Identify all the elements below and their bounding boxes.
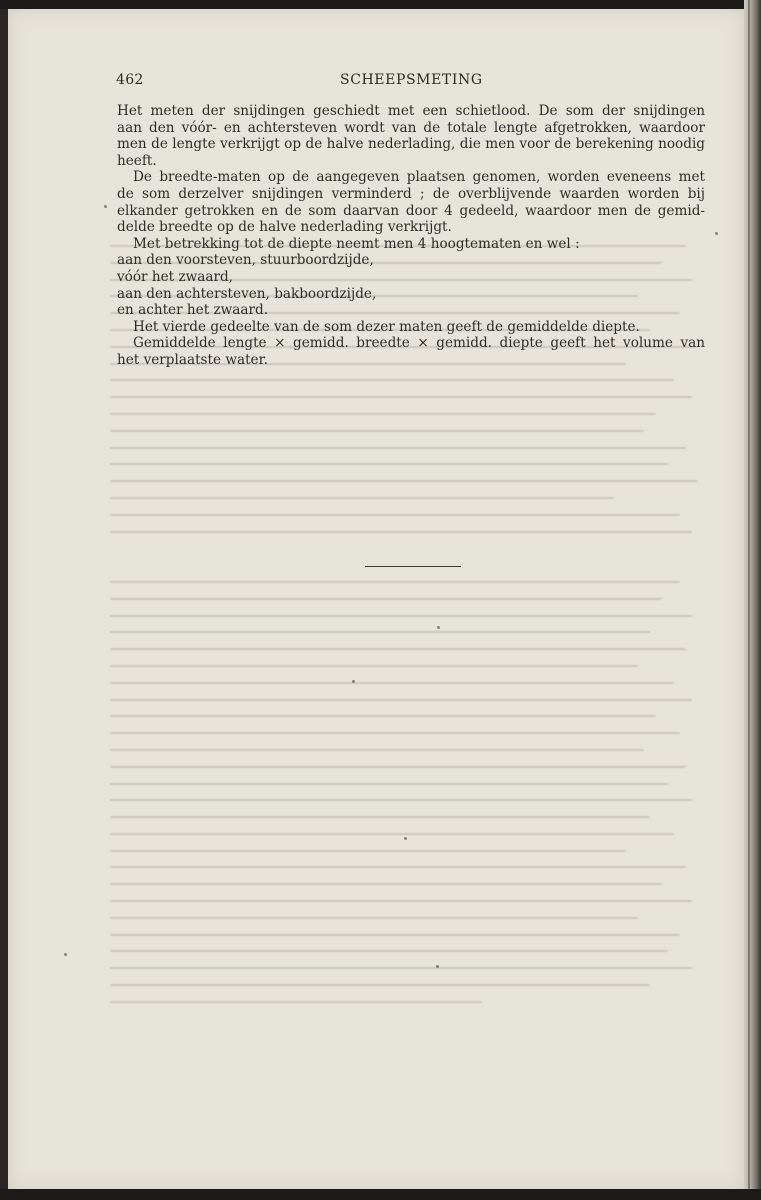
running-title: SCHEEPSMETING bbox=[340, 72, 483, 88]
paper-speck bbox=[437, 626, 440, 629]
text-line: Het vierde gedeelte van de som dezer maten geeft de gemiddelde diepte. bbox=[133, 318, 640, 335]
text-line: Gemiddelde lengte × gemidd. breedte × gemidd. diepte geeft het volume van bbox=[133, 335, 705, 352]
paper-speck bbox=[352, 680, 355, 683]
text-line: heeft. bbox=[117, 152, 157, 169]
text-line: aan den achtersteven, bakboordzijde, bbox=[117, 285, 377, 302]
text-line: aan den voorsteven, stuurboordzijde, bbox=[117, 252, 374, 269]
paper-speck bbox=[404, 837, 407, 840]
text-line: men de lengte verkrijgt op de halve nederlading, die men voor de berekening noodig bbox=[117, 136, 705, 153]
show-through-texture bbox=[110, 245, 710, 1085]
text-line: De breedte-maten op de aangegeven plaatsen genomen, worden eveneens met bbox=[133, 169, 705, 186]
text-line: en achter het zwaard. bbox=[117, 302, 269, 319]
text-line: elkander getrokken en de som daarvan door 4 gedeeld, waardoor men de gemid- bbox=[117, 202, 705, 219]
text-line: het verplaatste water. bbox=[117, 351, 268, 368]
page-edge-line bbox=[748, 0, 750, 1200]
text-line: Met betrekking tot de diepte neemt men 4 hoogtematen en wel : bbox=[133, 235, 580, 252]
body-text bbox=[117, 103, 705, 369]
paper-speck bbox=[715, 232, 718, 235]
text-line: delde breedte op de halve nederlading verkrijgt. bbox=[117, 219, 452, 236]
paper-speck bbox=[64, 953, 67, 956]
text-line: vóór het zwaard, bbox=[117, 268, 233, 285]
page-number: 462 bbox=[116, 72, 144, 88]
scan-border-bottom bbox=[0, 1189, 761, 1200]
paper-speck bbox=[104, 205, 107, 208]
running-header bbox=[114, 72, 702, 92]
section-divider-rule bbox=[365, 566, 461, 567]
scan-border-top bbox=[0, 0, 761, 9]
text-line: aan den vóór- en achtersteven wordt van de totale lengte afgetrokken, waardoor bbox=[117, 119, 705, 136]
page-edge bbox=[744, 0, 761, 1200]
text-line: Het meten der snijdingen geschiedt met een schietlood. De som der snijdingen bbox=[117, 103, 705, 119]
text-line: de som derzelver snijdingen verminderd ; de overblijvende waarden worden bij bbox=[117, 185, 705, 202]
paper-speck bbox=[436, 965, 439, 968]
